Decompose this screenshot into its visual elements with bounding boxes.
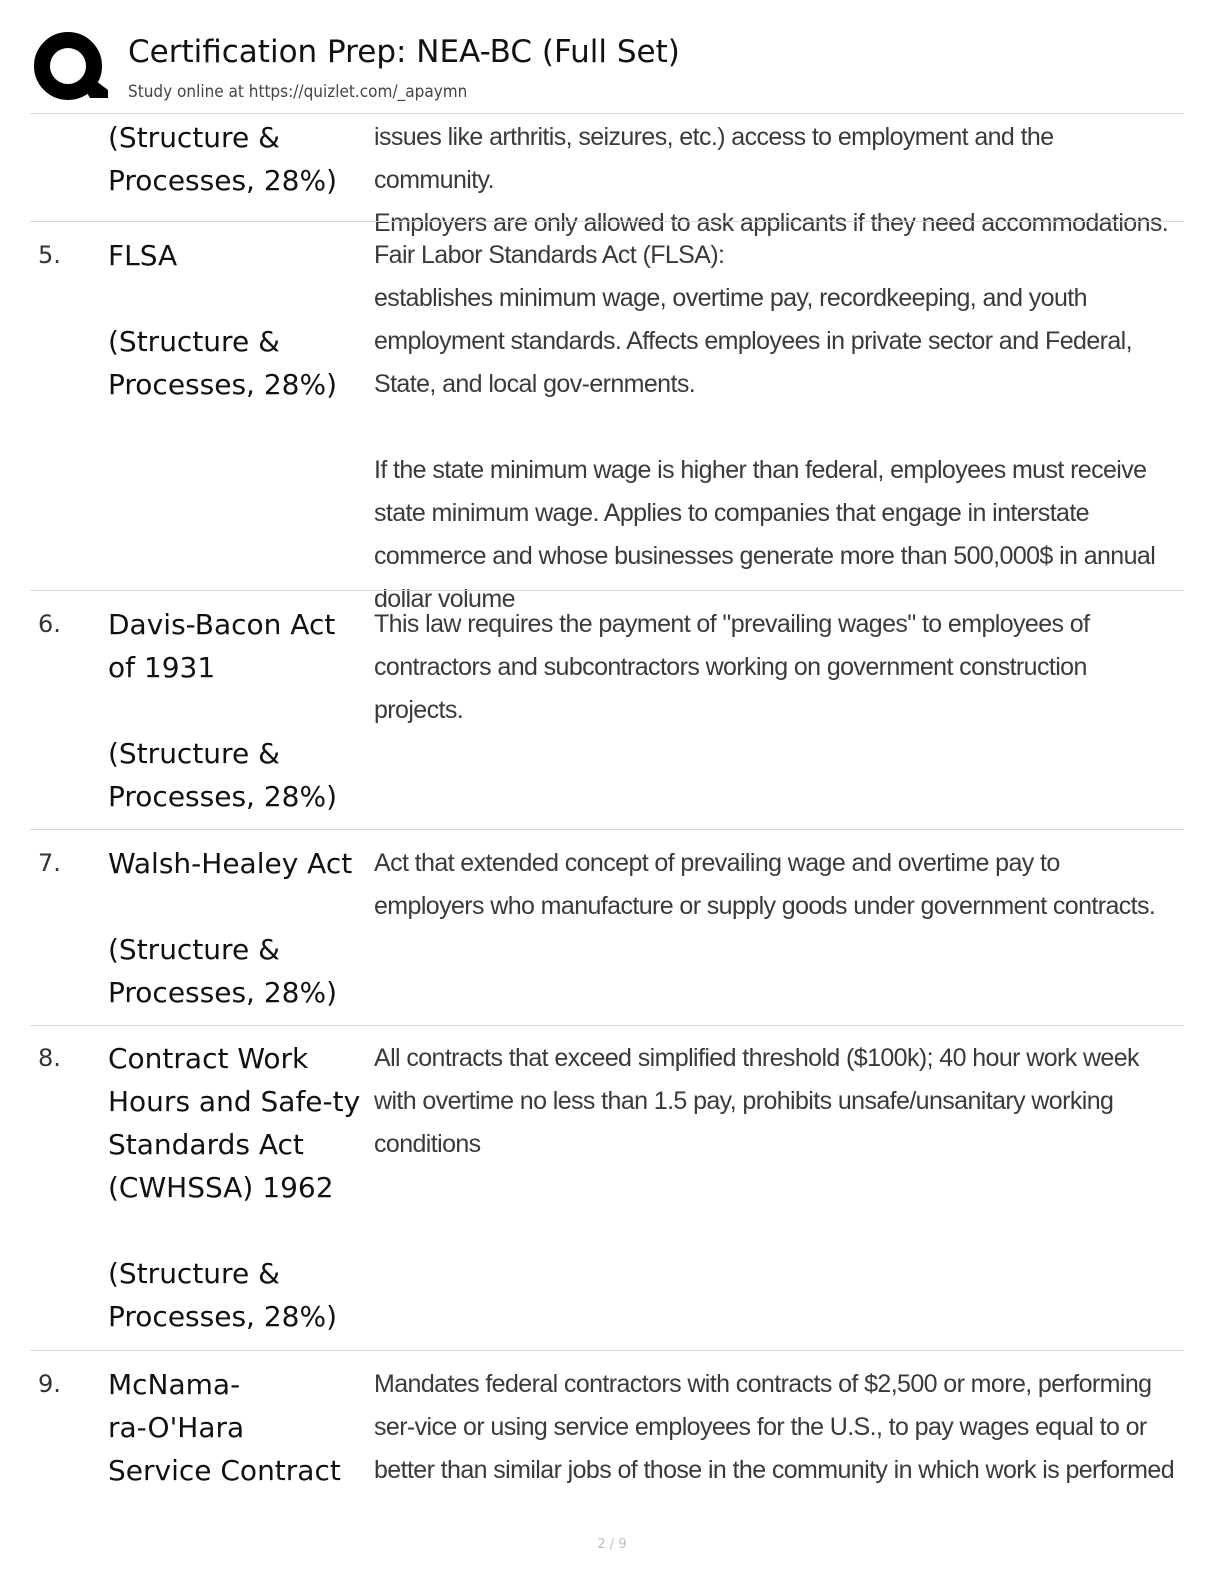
quizlet-logo-icon	[30, 28, 110, 108]
card-term: Davis-Bacon Act of 1931 (Structure & Processes, 28%)	[108, 608, 337, 813]
divider	[30, 829, 1184, 830]
card-definition: Act that extended concept of prevailing wage and overtime pay to employers who manufacture or supply goods under government contracts.	[374, 849, 1156, 920]
divider	[30, 113, 1184, 114]
divider	[30, 221, 1184, 222]
divider	[30, 1025, 1184, 1026]
divider	[30, 590, 1184, 591]
card-term: Walsh-Healey Act (Structure & Processes, 28%)	[108, 847, 353, 1009]
card-definition: This law requires the payment of "prevailing wages" to employees of contractors and subcontractors working on government construction projects.	[374, 610, 1090, 724]
study-online-link[interactable]: Study online at https://quizlet.com/_apaymn	[128, 82, 468, 102]
page-header	[30, 28, 1190, 118]
card-term: (Structure & Processes, 28%)	[108, 121, 337, 197]
divider	[30, 1350, 1184, 1351]
card-number: 9.	[38, 1370, 61, 1398]
page-number: 2 / 9	[597, 1537, 627, 1552]
card-number: 7.	[38, 849, 61, 877]
card-number: 6.	[38, 610, 61, 638]
page-title: Certification Prep: NEA-BC (Full Set)	[128, 34, 680, 70]
card-term: Contract Work Hours and Safe-ty Standards Act (CWHSSA) 1962 (Structure & Processes, 28%)	[108, 1042, 361, 1333]
card-term: FLSA (Structure & Processes, 28%)	[108, 239, 337, 401]
card-definition: issues like arthritis, seizures, etc.) access to employment and the community. Employers are only allowed to ask applicants if they need accommodations.	[374, 123, 1169, 237]
card-number: 5.	[38, 241, 61, 269]
card-term: McNama- ra-O'Hara Service Contract	[108, 1368, 341, 1487]
card-number: 8.	[38, 1044, 61, 1072]
card-definition: All contracts that exceed simplified threshold ($100k); 40 hour work week with overtime no less than 1.5 pay, prohibits unsafe/unsanitary working conditions	[374, 1044, 1139, 1158]
card-definition: Mandates federal contractors with contracts of $2,500 or more, performing ser-vice or using service employees for the U.S., to pay wages equal to or better than similar jobs of those in the community in which work is performed	[374, 1370, 1174, 1484]
card-definition: Fair Labor Standards Act (FLSA): establishes minimum wage, overtime pay, recordkeeping, and youth employment standards. Affects employees in private sector and Federal, State, and local gov-ernments. If the state minimum wage is higher than federal, employees must receive state minimum wage. Applies to companies that engage in interstate commerce and whose businesses generate more than 500,000$ in annual dollar volume	[374, 241, 1156, 613]
